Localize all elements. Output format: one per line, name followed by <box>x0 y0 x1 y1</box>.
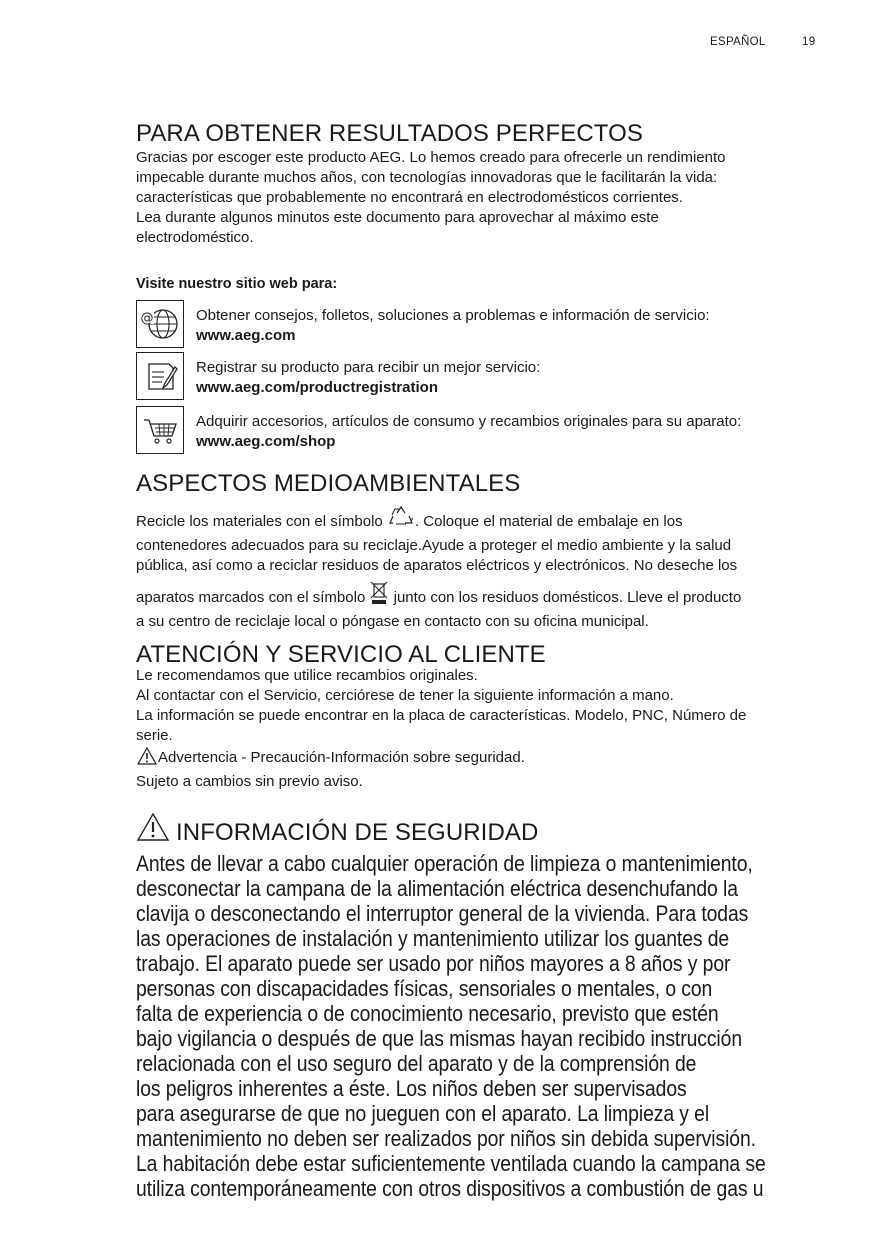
service-line: serie. <box>136 727 173 744</box>
safety-line: desconectar la campana de la alimentación eléctrica desenchufando la <box>136 876 738 901</box>
registration-form-icon <box>136 352 184 400</box>
environment-text: aparatos marcados con el símbolo <box>136 589 370 606</box>
svg-text:@: @ <box>140 311 154 326</box>
safety-line: falta de experiencia o de conocimiento necesario, previsto que estén <box>136 1001 719 1026</box>
visit-item-register <box>136 352 826 401</box>
safety-line: las operaciones de instalación y mantenimiento utilizar los guantes de <box>136 926 730 951</box>
shopping-cart-icon <box>136 406 184 454</box>
warning-icon <box>136 812 170 847</box>
results-line: electrodoméstico. <box>136 229 254 246</box>
link-product-registration[interactable]: www.aeg.com/productregistration <box>196 379 438 396</box>
warning-icon <box>136 746 158 772</box>
safety-line: Antes de llevar a cabo cualquier operación de limpieza o mantenimiento, <box>136 851 753 876</box>
safety-line: para asegurarse de que no jueguen con el aparato. La limpieza y el <box>136 1101 710 1126</box>
safety-line: clavija o desconectando el interruptor general de la vivienda. Para todas <box>136 901 749 926</box>
safety-line: los peligros inherentes a éste. Los niños deben ser supervisados <box>136 1076 687 1101</box>
service-line: Le recomendamos que utilice recambios originales. <box>136 667 478 684</box>
safety-line: relacionada con el uso seguro del aparato y de la comprensión de <box>136 1051 697 1076</box>
service-warning-line <box>136 746 826 772</box>
link-aeg-shop[interactable]: www.aeg.com/shop <box>196 433 336 450</box>
page-number: 19 <box>802 36 816 48</box>
safety-line: trabajo. El aparato puede ser usado por niños mayores a 8 años y por <box>136 951 731 976</box>
section-title-service: ATENCIÓN Y SERVICIO AL CLIENTE <box>136 641 546 668</box>
environment-line <box>136 504 826 536</box>
section-results <box>136 120 826 248</box>
results-line: características que probablemente no encontrará en electrodomésticos corrientes. <box>136 189 683 206</box>
header-language: ESPAÑOL <box>710 36 766 48</box>
safety-heading <box>136 812 875 847</box>
service-line: Sujeto a cambios sin previo aviso. <box>136 773 363 790</box>
warning-text: Advertencia - Precaución-Información sobre seguridad. <box>158 749 525 766</box>
section-title-results: PARA OBTENER RESULTADOS PERFECTOS <box>136 120 643 147</box>
section-title-safety: INFORMACIÓN DE SEGURIDAD <box>176 819 539 846</box>
results-line: Lea durante algunos minutos este documento para aprovechar al máximo este <box>136 209 659 226</box>
safety-line: personas con discapacidades físicas, sensoriales o mentales, o con <box>136 976 713 1001</box>
link-aeg-com[interactable]: www.aeg.com <box>196 327 296 344</box>
visit-item-text: Registrar su producto para recibir un mejor servicio: <box>196 359 541 376</box>
safety-line: mantenimiento no deben ser realizados por niños sin debida supervisión. <box>136 1126 756 1151</box>
visit-item-text: Adquirir accesorios, artículos de consumo y recambios originales para su aparato: <box>196 413 742 430</box>
service-line: Al contactar con el Servicio, cerciórese de tener la siguiente información a mano. <box>136 687 674 704</box>
web-globe-icon <box>136 300 184 348</box>
safety-line: La habitación debe estar suficientemente ventilada cuando la campana se <box>136 1151 766 1176</box>
safety-line: bajo vigilancia o después de que las mismas hayan recibido instrucción <box>136 1026 743 1051</box>
environment-line: contenedores adecuados para su reciclaje.Ayude a proteger el medio ambiente y la salud <box>136 537 732 554</box>
environment-line: a su centro de reciclaje local o póngase en contacto con su oficina municipal. <box>136 613 649 630</box>
recycle-icon <box>387 504 415 536</box>
visit-heading: Visite nuestro sitio web para: <box>136 276 338 292</box>
safety-line: utiliza contemporáneamente con otros dispositivos a combustión de gas u <box>136 1176 764 1201</box>
section-environment <box>136 470 826 632</box>
visit-item-shop <box>136 406 826 455</box>
results-line: impecable durante muchos años, con tecnologías innovadoras que le facilitarán la vida: <box>136 169 718 186</box>
environment-line: pública, así como a reciclar residuos de aparatos eléctricos y electrónicos. No deseche los <box>136 557 738 574</box>
service-line: La información se puede encontrar en la placa de características. Modelo, PNC, Número de <box>136 707 747 724</box>
visit-item-text: Obtener consejos, folletos, soluciones a problemas e información de servicio: <box>196 307 710 324</box>
section-title-environment: ASPECTOS MEDIOAMBIENTALES <box>136 470 521 497</box>
section-safety <box>136 812 875 1201</box>
section-service <box>136 641 826 792</box>
environment-text: Recicle los materiales con el símbolo <box>136 513 387 530</box>
crossed-bin-icon <box>369 580 389 612</box>
environment-line <box>136 580 826 612</box>
safety-body <box>136 851 815 1201</box>
results-line: Gracias por escoger este producto AEG. Lo hemos creado para ofrecerle un rendimiento <box>136 149 726 166</box>
environment-text: . Coloque el material de embalaje en los <box>414 513 683 530</box>
environment-text: junto con los residuos domésticos. Lleve el producto <box>389 589 742 606</box>
visit-item-info <box>136 300 826 349</box>
